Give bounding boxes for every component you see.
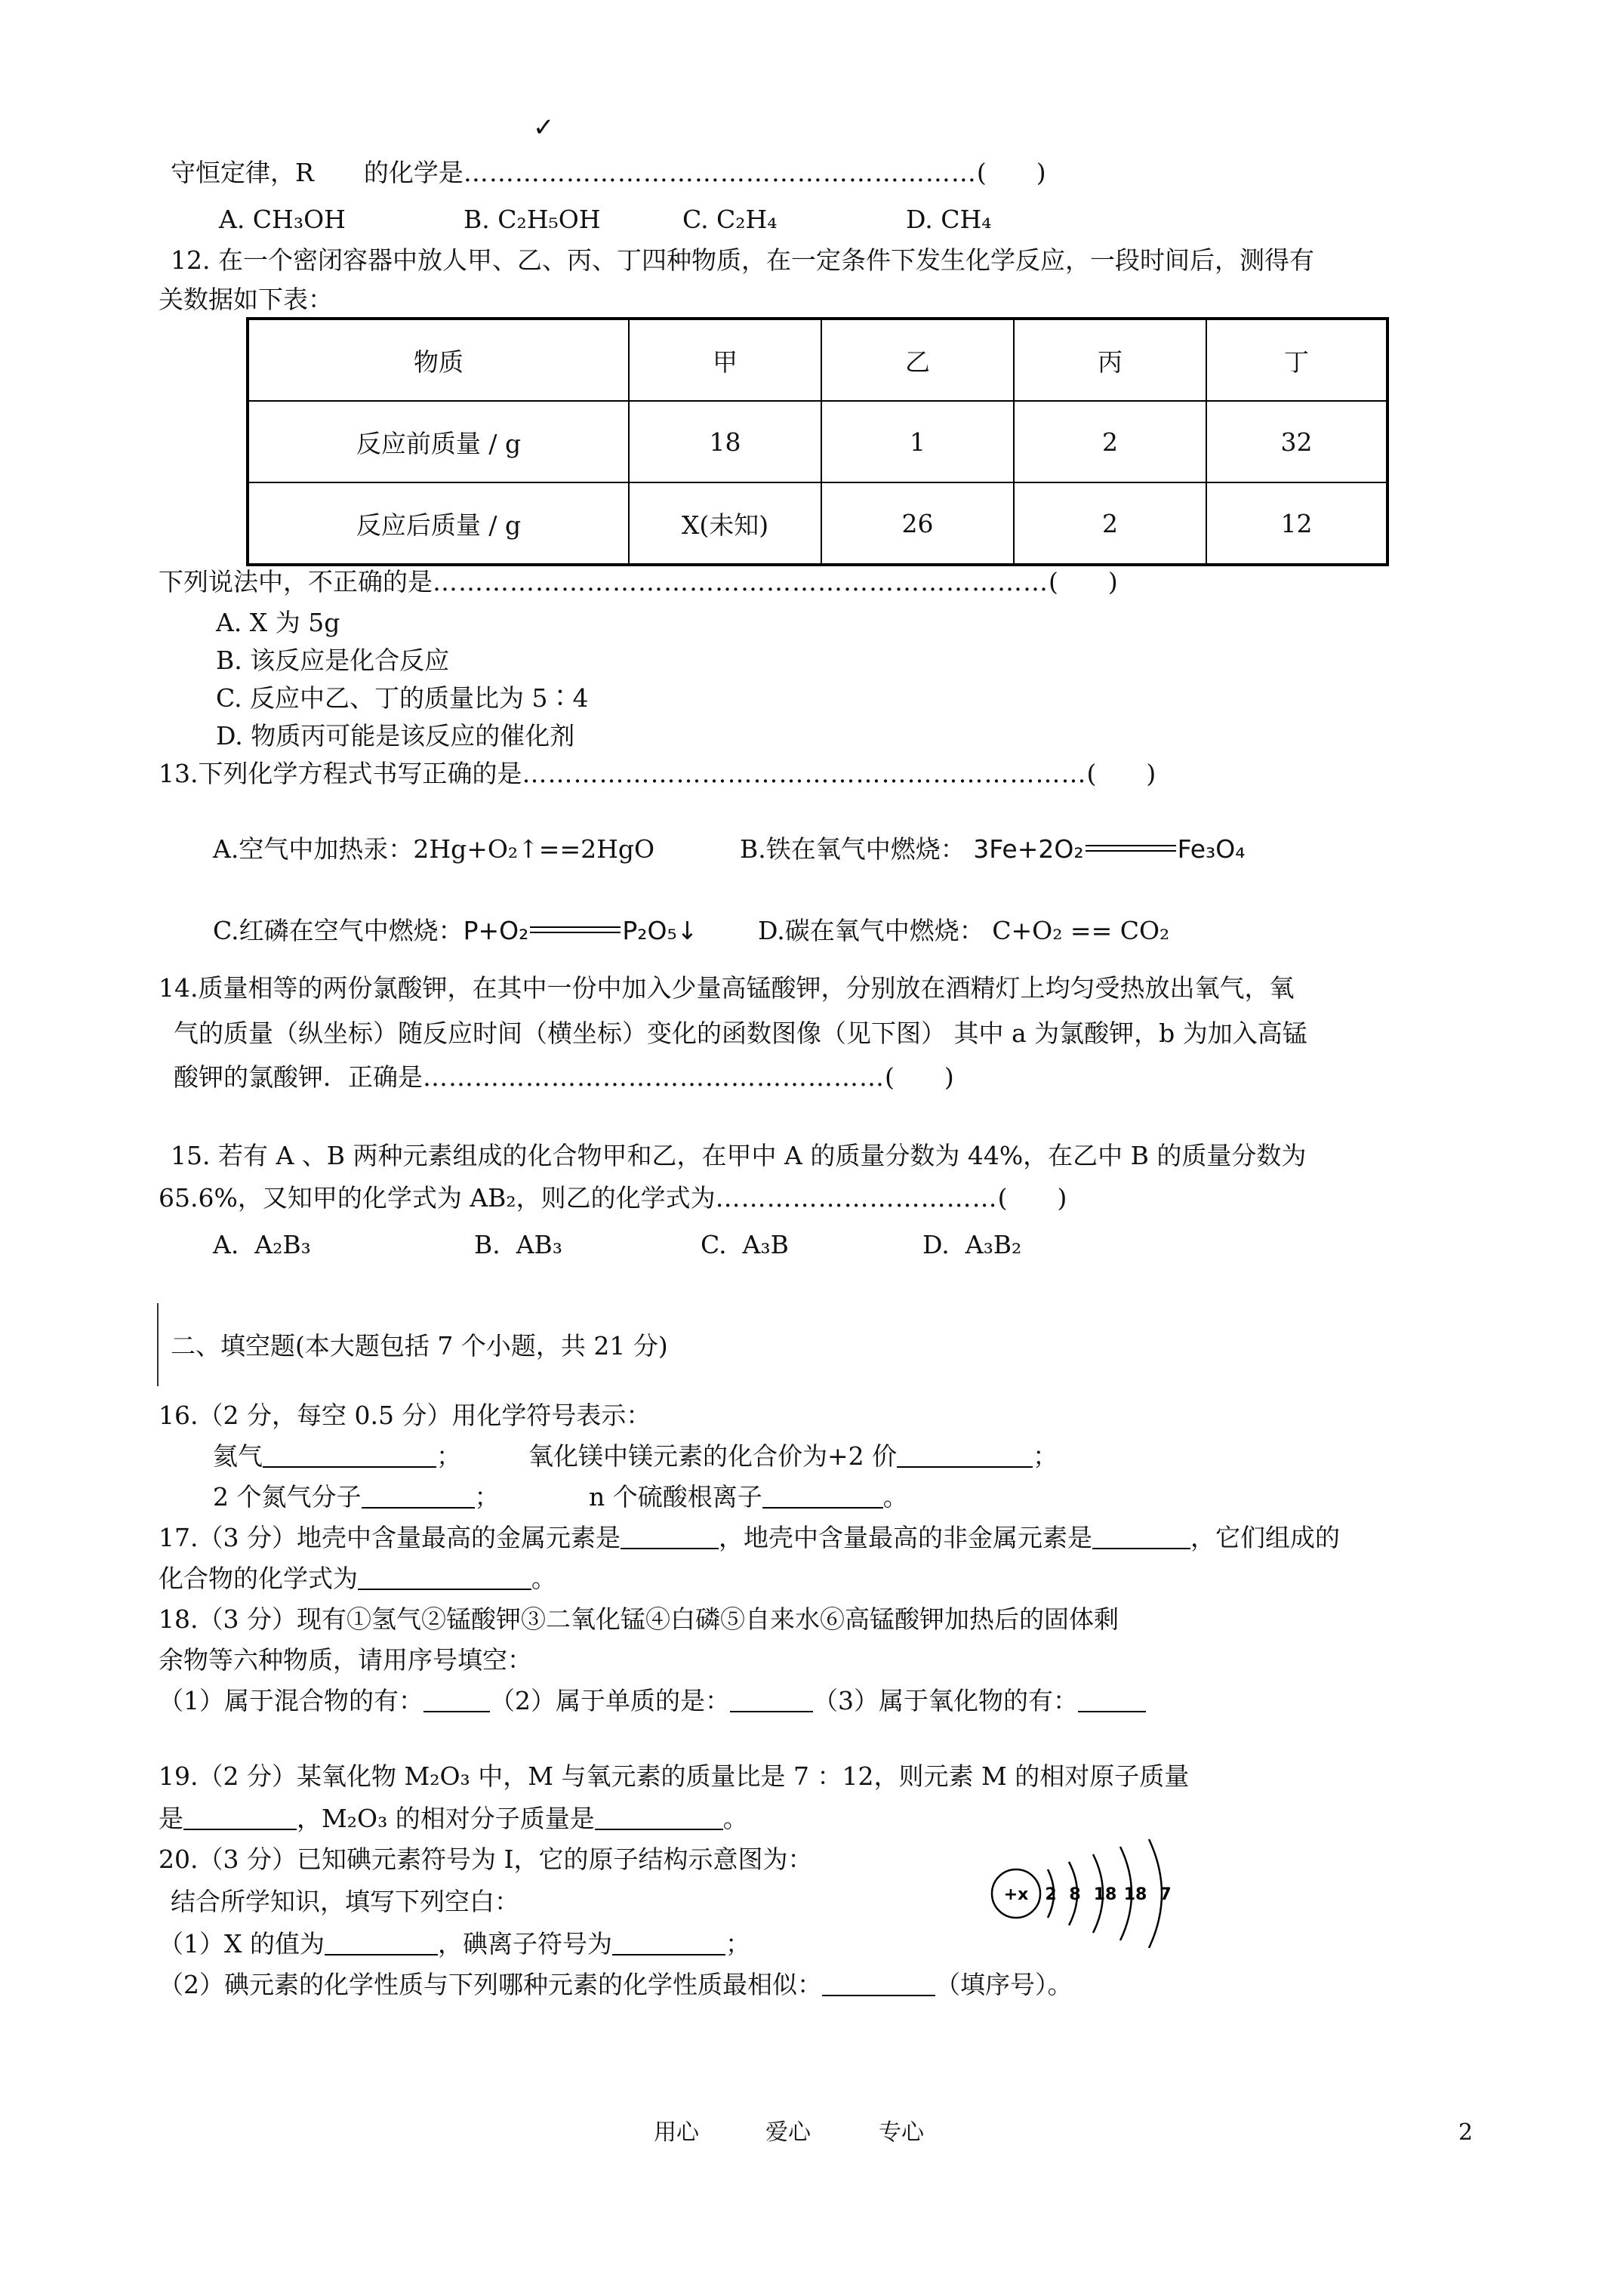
q19-line2: 是 ，M₂O₃ 的相对分子质量是 。 bbox=[159, 1804, 748, 1833]
leader-dots: ………………………………………………………… bbox=[522, 759, 1087, 788]
table-cell: 12 bbox=[1206, 482, 1387, 565]
answer-blank[interactable] bbox=[897, 1444, 1033, 1468]
check-mark-icon: ✓ bbox=[533, 112, 555, 143]
page-number: 2 bbox=[1458, 2119, 1474, 2146]
q16-item-a: 氦气 ； bbox=[213, 1441, 461, 1471]
q11-line: 守恒定律，R 的化学是……………………………………………………( ) bbox=[171, 158, 1046, 187]
answer-blank[interactable] bbox=[325, 1931, 438, 1955]
table-cell: 反应后质量 / g bbox=[248, 482, 629, 565]
table-cell: 32 bbox=[1206, 401, 1387, 482]
table-cell: 18 bbox=[629, 401, 821, 482]
table-cell: 物质 bbox=[248, 319, 629, 401]
shell-electron-count: 8 bbox=[1069, 1885, 1081, 1904]
q14-stem-line3: 酸钾的氯酸钾．正确是………………………………………………( ) bbox=[174, 1062, 954, 1092]
answer-blank[interactable] bbox=[358, 1566, 531, 1590]
shell-electron-count: 18 bbox=[1093, 1885, 1117, 1904]
table-cell: 乙 bbox=[821, 319, 1014, 401]
q15-option-d[interactable]: D. A₃B₂ bbox=[922, 1230, 1022, 1259]
q18-line3: （1）属于混合物的有： （2）属于单质的是： （3）属于氧化物的有： bbox=[159, 1687, 1146, 1715]
q13-option-b[interactable]: B.铁在氧气中燃烧： 3Fe+2O₂ Fe₃O₄ bbox=[740, 834, 1246, 864]
q15-option-a[interactable]: A. A₂B₃ bbox=[213, 1230, 311, 1259]
q20-line1: 20.（3 分）已知碘元素符号为 I，它的原子结构示意图为： bbox=[159, 1845, 813, 1874]
q16-line: 16.（2 分，每空 0.5 分）用化学符号表示： bbox=[159, 1401, 651, 1430]
answer-blank[interactable] bbox=[1078, 1688, 1146, 1712]
q15-stem-line2: 65.6%，又知甲的化学式为 AB₂，则乙的化学式为……………………………( ) bbox=[159, 1183, 1067, 1213]
table-cell: 甲 bbox=[629, 319, 821, 401]
q16-item-b: 氧化镁中镁元素的化合价为+2 价 ； bbox=[528, 1441, 1058, 1471]
answer-blank[interactable] bbox=[362, 1484, 475, 1509]
answer-blank[interactable] bbox=[183, 1806, 297, 1830]
q15-option-c[interactable]: C. A₃B bbox=[701, 1230, 789, 1259]
q18-line2: 余物等六种物质，请用序号填空： bbox=[159, 1645, 532, 1675]
shell-electron-count: 2 bbox=[1045, 1885, 1057, 1904]
nucleus-charge-label: +x bbox=[1003, 1885, 1029, 1904]
q17-line2: 化合物的化学式为 。 bbox=[159, 1564, 556, 1593]
q12-option-b[interactable]: B. 该反应是化合反应 bbox=[216, 646, 450, 675]
q12-option-d[interactable]: D. 物质丙可能是该反应的催化剂 bbox=[216, 721, 575, 750]
shell-electron-count: 7 bbox=[1160, 1885, 1172, 1904]
table-cell: 丁 bbox=[1206, 319, 1387, 401]
table-cell: 2 bbox=[1014, 401, 1206, 482]
answer-blank[interactable] bbox=[822, 1972, 935, 1996]
q12-question: 下列说法中，不正确的是………………………………………………………………( ) bbox=[159, 567, 1118, 596]
table-row bbox=[248, 482, 1387, 565]
answer-blank[interactable] bbox=[762, 1484, 883, 1509]
leader-dots: …………………………… bbox=[715, 1183, 998, 1213]
q19-line1: 19.（2 分）某氧化物 M₂O₃ 中，M 与氧元素的质量比是 7 ：12，则元素 M 的相对原子质量 bbox=[159, 1761, 1190, 1791]
q15-stem-line1: 15. 若有 A 、B 两种元素组成的化合物甲和乙，在甲中 A 的质量分数为 44%，在乙中 B 的质量分数为 bbox=[171, 1141, 1307, 1170]
q12-option-c[interactable]: C. 反应中乙、丁的质量比为 5∶4 bbox=[216, 683, 589, 713]
q15-option-b[interactable]: B. AB₃ bbox=[474, 1230, 563, 1259]
answer-blank[interactable] bbox=[730, 1688, 813, 1712]
q11-option-d[interactable]: D. CH₄ bbox=[906, 205, 992, 234]
answer-blank[interactable] bbox=[595, 1806, 723, 1830]
table-cell: X(未知) bbox=[629, 482, 821, 565]
table-row bbox=[248, 401, 1387, 482]
section-two-heading: 二、填空题(本大题包括 7 个小题，共 21 分) bbox=[171, 1331, 668, 1361]
q12-stem-line2: 关数据如下表： bbox=[159, 285, 333, 314]
q11-option-c[interactable]: C. C₂H₄ bbox=[682, 205, 778, 234]
q13-option-a[interactable]: A.空气中加热汞：2Hg+O₂↑==2HgO bbox=[213, 834, 655, 864]
q13-question: 13.下列化学方程式书写正确的是…………………………………………………………( ) bbox=[159, 759, 1156, 788]
table-cell: 反应前质量 / g bbox=[248, 401, 629, 482]
q18-line1: 18.（3 分）现有①氢气②锰酸钾③二氧化锰④白磷⑤自来水⑥高锰酸钾加热后的固体剩 bbox=[159, 1604, 1119, 1634]
q20-line3: （1）X 的值为 ，碘离子符号为 ； bbox=[159, 1929, 750, 1959]
q11-option-b[interactable]: B. C₂H₅OH bbox=[463, 205, 601, 234]
q20-line2: 结合所学知识，填写下列空白： bbox=[171, 1887, 519, 1916]
shell-electron-count: 18 bbox=[1123, 1885, 1147, 1904]
table-cell: 26 bbox=[821, 482, 1014, 565]
table-cell: 1 bbox=[821, 401, 1014, 482]
iodine-atom-structure-diagram bbox=[981, 1826, 1208, 1962]
section-divider-bar bbox=[157, 1303, 159, 1386]
answer-blank[interactable] bbox=[612, 1931, 725, 1955]
leader-dots: …………………………………………………… bbox=[463, 158, 977, 187]
q12-stem-line1: 12. 在一个密闭容器中放人甲、乙、丙、丁四种物质，在一定条件下发生化学反应，一段时间后，测得有 bbox=[171, 245, 1314, 275]
mass-data-table bbox=[246, 317, 1389, 566]
table-cell: 2 bbox=[1014, 482, 1206, 565]
footer-text-2: 爱心 bbox=[765, 2119, 811, 2146]
answer-blank[interactable] bbox=[263, 1444, 436, 1468]
reaction-equals-sign bbox=[1086, 845, 1176, 852]
q16-item-c: 2 个氮气分子 ； bbox=[213, 1482, 500, 1512]
q13-option-c[interactable]: C.红磷在空气中燃烧：P+O₂ P₂O₅↓ bbox=[213, 916, 698, 945]
footer-text-1: 用心 bbox=[654, 2119, 699, 2146]
footer-text-3: 专心 bbox=[879, 2119, 924, 2146]
q16-item-d: n 个硫酸根离子 。 bbox=[589, 1482, 908, 1512]
leader-dots: ……………………………………………… bbox=[423, 1062, 885, 1092]
q14-stem-line2: 气的质量（纵坐标）随反应时间（横坐标）变化的函数图像（见下图） 其中 a 为氯酸钾，b 为加入高锰 bbox=[174, 1019, 1307, 1048]
answer-blank[interactable] bbox=[423, 1688, 490, 1712]
answer-blank[interactable] bbox=[621, 1525, 719, 1549]
q11-option-a[interactable]: A. CH₃OH bbox=[219, 205, 346, 234]
reaction-equals-sign bbox=[530, 926, 621, 933]
table-header-row bbox=[248, 319, 1387, 401]
q12-option-a[interactable]: A. X 为 5g bbox=[216, 608, 340, 637]
q14-stem-line1: 14.质量相等的两份氯酸钾，在其中一份中加入少量高锰酸钾，分别放在酒精灯上均匀受热放出氧气，氧 bbox=[159, 973, 1295, 1003]
table-cell: 丙 bbox=[1014, 319, 1206, 401]
leader-dots: ……………………………………………………………… bbox=[433, 567, 1049, 596]
q17-line1: 17.（3 分）地壳中含量最高的金属元素是 ，地壳中含量最高的非金属元素是 ，它们组成的 bbox=[159, 1523, 1340, 1552]
q13-option-d[interactable]: D.碳在氧气中燃烧： C+O₂ == CO₂ bbox=[758, 916, 1170, 945]
answer-blank[interactable] bbox=[1092, 1525, 1190, 1549]
q20-line4: （2）碘元素的化学性质与下列哪种元素的化学性质最相似： （填序号）。 bbox=[159, 1970, 1073, 1999]
